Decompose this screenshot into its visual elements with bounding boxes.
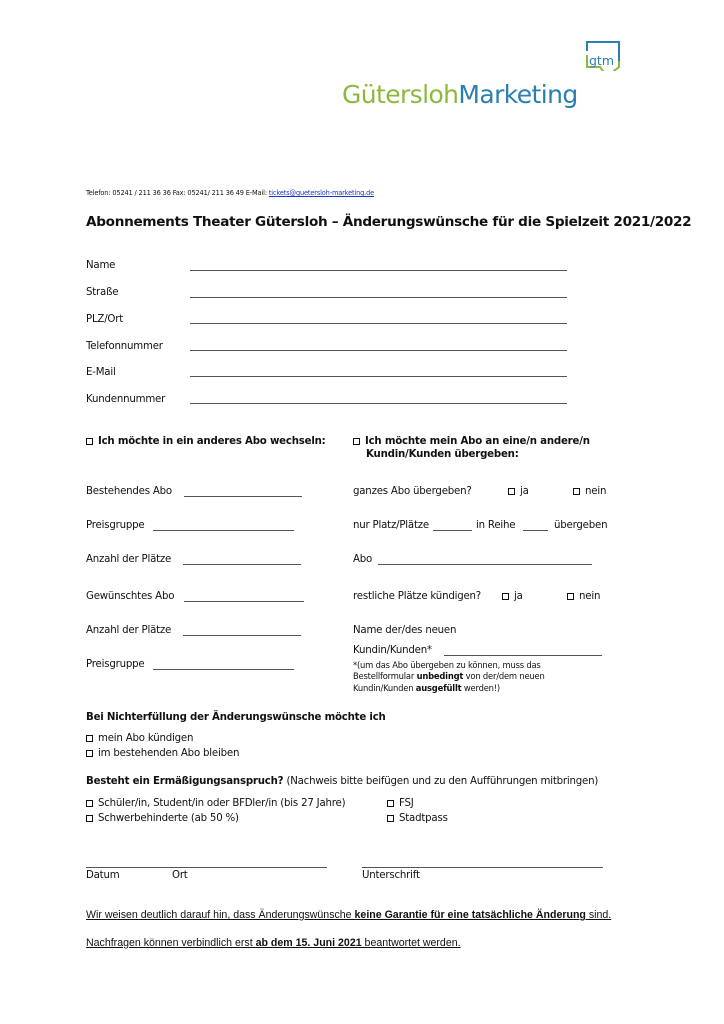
place-label: Ort	[172, 870, 188, 881]
checkbox-keep-abo[interactable]	[86, 750, 93, 757]
nonfulfillment-heading: Bei Nichterfüllung der Änderungswünsche möchte ich	[86, 712, 386, 723]
whole-abo-yes[interactable]: ja	[508, 486, 529, 497]
existing-abo-label: Bestehendes Abo	[86, 486, 172, 497]
transfer-footnote: *(um das Abo übergeben zu können, muss das Bestellformular unbedingt von der/dem neuen Kundin/Kunden ausgefüllt werden!)	[353, 660, 545, 693]
checkbox-change-abo[interactable]	[86, 438, 93, 445]
seats-2-label: Anzahl der Plätze	[86, 625, 172, 636]
phone-field[interactable]	[190, 350, 567, 351]
discount-heading: Besteht ein Ermäßigungsanspruch? (Nachweis bitte beifügen und zu den Aufführungen mitbringen)	[86, 776, 599, 787]
desired-abo-field[interactable]	[184, 601, 304, 602]
discount-stadtpass[interactable]: Stadtpass	[387, 813, 448, 824]
new-customer-field[interactable]	[444, 655, 602, 656]
option-transfer-abo[interactable]: Ich möchte mein Abo an eine/n andere/n	[353, 436, 590, 447]
transfer-label: übergeben	[554, 520, 608, 531]
price-group-1-field[interactable]	[153, 530, 294, 531]
street-field[interactable]	[190, 297, 567, 298]
signature-field[interactable]	[362, 867, 603, 868]
new-customer-label-line2: Kundin/Kunden*	[353, 645, 432, 656]
email-link[interactable]: tickets@guetersloh-marketing.de	[268, 189, 375, 197]
contact-line: Telefon: 05241 / 211 36 36 Fax: 05241/ 211 36 49 E-Mail: tickets@guetersloh-marketing.de	[86, 189, 375, 197]
date-label: Datum	[86, 870, 120, 881]
discount-student[interactable]: Schüler/in, Student/in oder BFDler/in (bis 27 Jahre)	[86, 798, 345, 809]
row-field[interactable]	[523, 530, 548, 531]
option-cancel-abo[interactable]: mein Abo kündigen	[86, 733, 193, 744]
checkbox-cancel-yes[interactable]	[502, 593, 509, 600]
price-group-1-label: Preisgruppe	[86, 520, 145, 531]
abo-field[interactable]	[378, 564, 592, 565]
notice-no-guarantee: Wir weisen deutlich darauf hin, dass Änderungswünsche keine Garantie für eine tatsächliche Änderung sind.	[86, 909, 612, 921]
desired-abo-label: Gewünschtes Abo	[86, 591, 175, 602]
in-row-label: in Reihe	[476, 520, 516, 531]
checkbox-fsj[interactable]	[387, 800, 394, 807]
signature-label: Unterschrift	[362, 870, 420, 881]
only-seats-label: nur Platz/Plätze	[353, 520, 429, 531]
option-transfer-abo-line2: Kundin/Kunden übergeben:	[366, 449, 519, 460]
only-seats-field[interactable]	[433, 530, 472, 531]
checkbox-transfer-abo[interactable]	[353, 438, 360, 445]
price-group-2-label: Preisgruppe	[86, 659, 145, 670]
discount-fsj[interactable]: FSJ	[387, 798, 414, 809]
checkbox-whole-abo-no[interactable]	[573, 488, 580, 495]
page-title: Abonnements Theater Gütersloh – Änderungswünsche für die Spielzeit 2021/2022	[86, 214, 692, 230]
checkbox-cancel-abo[interactable]	[86, 735, 93, 742]
new-customer-label-line1: Name der/des neuen	[353, 625, 457, 636]
option-change-abo[interactable]: Ich möchte in ein anderes Abo wechseln:	[86, 436, 326, 447]
checkbox-cancel-no[interactable]	[567, 593, 574, 600]
whole-abo-question: ganzes Abo übergeben?	[353, 486, 472, 497]
logo-wordmark: GüterslohMarketing	[342, 80, 578, 109]
seats-2-field[interactable]	[183, 635, 301, 636]
whole-abo-no[interactable]: nein	[573, 486, 606, 497]
email-field[interactable]	[190, 376, 567, 377]
seats-1-field[interactable]	[183, 564, 301, 565]
name-label: Name	[86, 260, 116, 271]
cancel-remaining-no[interactable]: nein	[567, 591, 600, 602]
abo-label: Abo	[353, 554, 373, 565]
checkbox-disabled[interactable]	[86, 815, 93, 822]
street-label: Straße	[86, 287, 119, 298]
cancel-remaining-question: restliche Plätze kündigen?	[353, 591, 482, 602]
customer-number-label: Kundennummer	[86, 394, 166, 405]
email-label: E-Mail	[86, 367, 116, 378]
checkbox-stadtpass[interactable]	[387, 815, 394, 822]
logo-badge: gtm	[589, 53, 615, 68]
discount-disabled[interactable]: Schwerbehinderte (ab 50 %)	[86, 813, 239, 824]
zip-city-field[interactable]	[190, 323, 567, 324]
cancel-remaining-yes[interactable]: ja	[502, 591, 523, 602]
checkbox-student[interactable]	[86, 800, 93, 807]
notice-inquiry-date: Nachfragen können verbindlich erst ab dem 15. Juni 2021 beantwortet werden.	[86, 937, 461, 949]
zip-city-label: PLZ/Ort	[86, 314, 124, 325]
existing-abo-field[interactable]	[184, 496, 302, 497]
date-place-field[interactable]	[86, 867, 327, 868]
option-keep-abo[interactable]: im bestehenden Abo bleiben	[86, 748, 239, 759]
phone-label: Telefonnummer	[86, 341, 163, 352]
name-field[interactable]	[190, 270, 567, 271]
seats-1-label: Anzahl der Plätze	[86, 554, 172, 565]
price-group-2-field[interactable]	[153, 669, 294, 670]
customer-number-field[interactable]	[190, 403, 567, 404]
checkbox-whole-abo-yes[interactable]	[508, 488, 515, 495]
